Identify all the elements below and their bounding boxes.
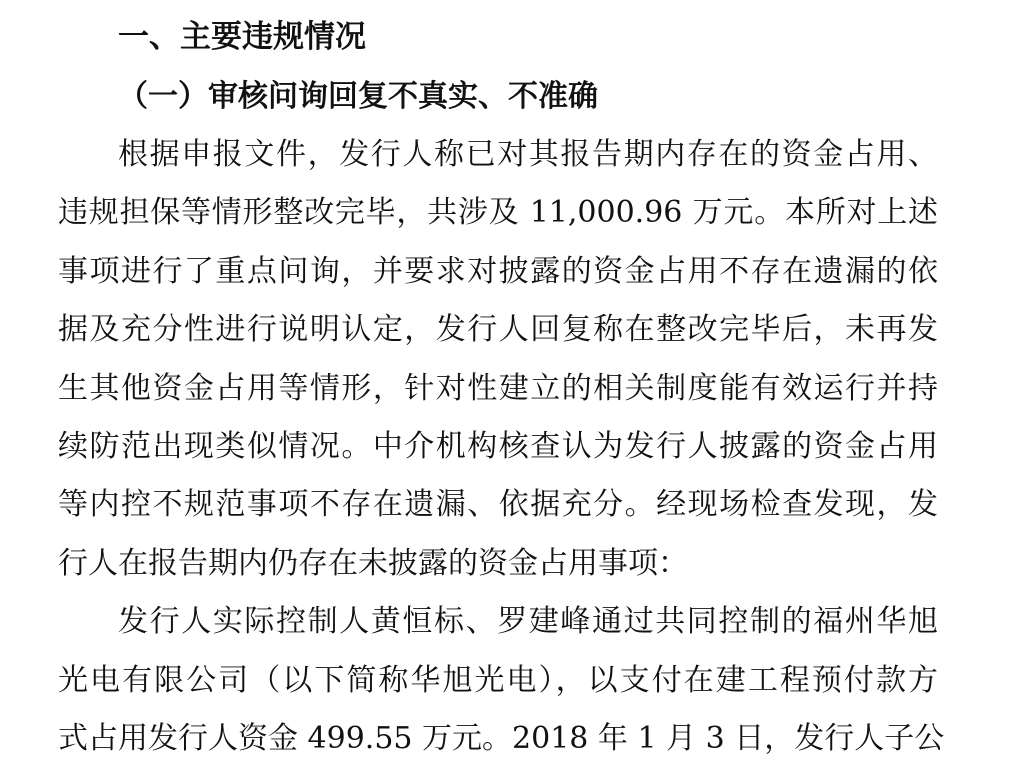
paragraph-line: 发行人实际控制人黄恒标、罗建峰通过共同控制的福州华旭	[118, 604, 938, 640]
paragraph-line: 违规担保等情形整改完毕，共涉及 11,000.96 万元。本所对上述	[58, 195, 938, 231]
paragraph-line: 事项进行了重点问询，并要求对披露的资金占用不存在遗漏的依	[58, 253, 938, 289]
section-heading: 一、主要违规情况	[118, 19, 366, 55]
paragraph-line: 根据申报文件，发行人称已对其报告期内存在的资金占用、	[118, 137, 938, 172]
paragraph-line: 生其他资金占用等情形，针对性建立的相关制度能有效运行并持	[58, 370, 938, 406]
paragraph-line: 续防范出现类似情况。中介机构核查认为发行人披露的资金占用	[58, 428, 938, 464]
body-text	[58, 126, 945, 768]
paragraph-line: 等内控不规范事项不存在遗漏、依据充分。经现场检查发现，发	[58, 487, 938, 523]
paragraph-line: 据及充分性进行说明认定，发行人回复称在整改完毕后，未再发	[58, 312, 938, 348]
paragraph-line: 光电有限公司（以下简称华旭光电），以支付在建工程预付款方	[58, 662, 938, 698]
paragraph-line: 行人在报告期内仍存在未披露的资金占用事项：	[58, 545, 688, 581]
subsection-heading: （一）审核问询回复不真实、不准确	[118, 79, 598, 114]
paragraph-line: 式占用发行人资金 499.55 万元。2018 年 1 月 3 日，发行人子公	[58, 720, 945, 756]
